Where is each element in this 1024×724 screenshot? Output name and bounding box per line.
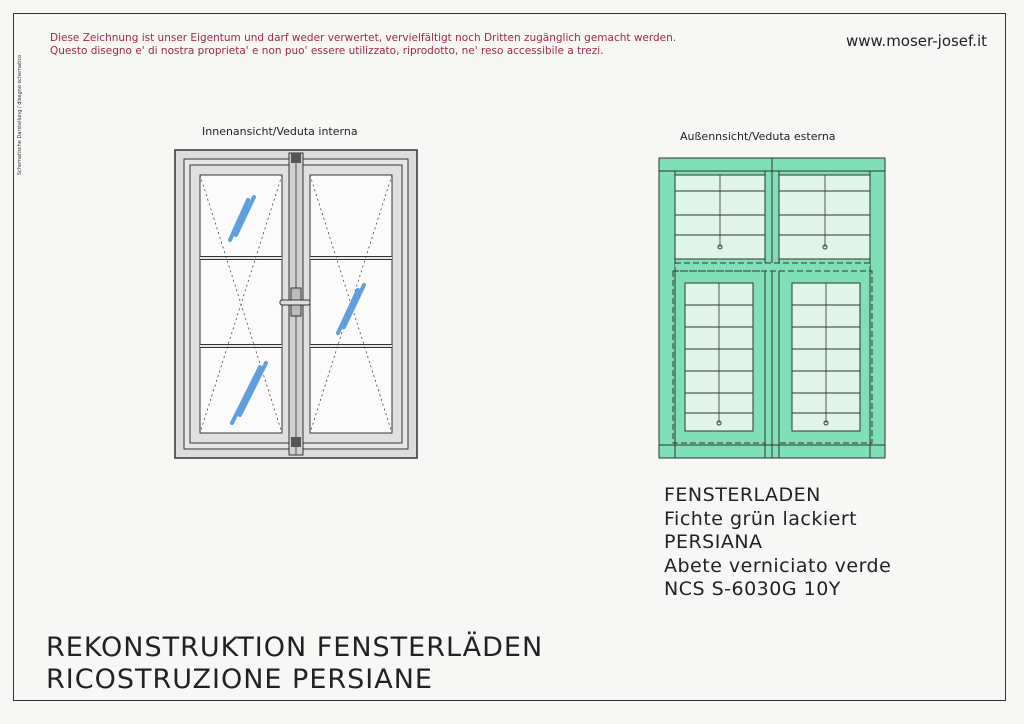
exterior-shutter-drawing xyxy=(655,155,890,465)
title-line-2: RICOSTRUZIONE PERSIANE xyxy=(46,664,433,695)
title-line-1: REKONSTRUKTION FENSTERLÄDEN xyxy=(46,632,544,663)
interior-view-label: Innenansicht/Veduta interna xyxy=(202,125,358,138)
side-note xyxy=(12,40,26,200)
specification-block xyxy=(664,484,891,602)
interior-window-drawing xyxy=(170,145,425,465)
spec-line-1: FENSTERLADEN xyxy=(664,484,821,506)
website-link[interactable]: www.moser-josef.it xyxy=(846,32,988,50)
exterior-view-label: Außennsicht/Veduta esterna xyxy=(680,130,836,143)
notice-line-de: Diese Zeichnung ist unser Eigentum und darf weder verwertet, vervielfältigt noch Dritten zugänglich gemacht werden. xyxy=(50,32,677,44)
drawing-title xyxy=(46,632,543,696)
notice-line-it: Questo disegno e' di nostra proprieta' e non puo' essere utilizzato, riprodotto, ne' reso accessibile a trezi. xyxy=(50,45,604,57)
copyright-notice xyxy=(50,32,676,58)
spec-line-2: Fichte grün lackiert xyxy=(664,507,858,530)
spec-line-4: Abete verniciato verde xyxy=(664,554,892,577)
spec-line-3: PERSIANA xyxy=(664,531,763,553)
side-note-text: Schematische Darstellung / disegno schematico xyxy=(17,54,23,176)
spec-line-5: NCS S-6030G 10Y xyxy=(664,578,841,600)
